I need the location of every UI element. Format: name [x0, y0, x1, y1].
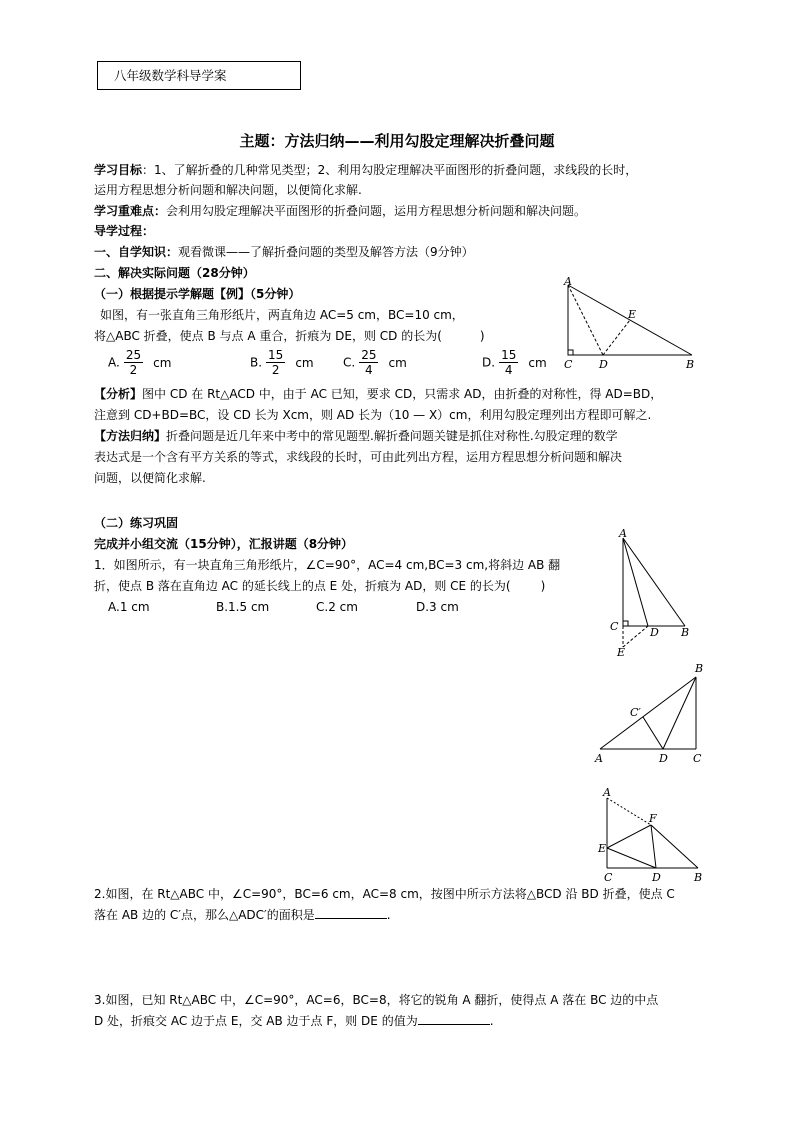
fig2-label-a: A: [619, 527, 627, 540]
fig4-label-c: C: [604, 871, 613, 884]
option-unit: cm: [528, 355, 547, 370]
fig1-label-b: B: [686, 358, 695, 371]
option-unit: cm: [388, 355, 407, 370]
fig4-label-d: D: [652, 871, 661, 884]
fig3-label-c1: C′: [630, 706, 641, 719]
fig4-label-b: B: [694, 871, 703, 884]
fig1-label-d: D: [599, 358, 608, 371]
fraction-denominator: 2: [129, 363, 138, 377]
fraction-numerator: 15: [268, 348, 284, 362]
goals-line2: 运用方程思想分析问题和解决问题，以便简化求解.: [94, 183, 362, 197]
q1-line1: 1．如图所示，有一块直角三角形纸片，∠C=90°，AC=4 cm,BC=3 cm,将斜边 AB 翻: [94, 558, 561, 572]
q3-line1: 3.如图，已知 Rt△ABC 中，∠C=90°，AC=6，BC=8，将它的锐角 A 翻折，使得点 A 落在 BC 边的中点: [94, 993, 659, 1007]
q1-line2-text: 折，使点 B 落在直角边 AC 的延长线上的点 E 处，折痕为 AD，则 CE 的长为(: [94, 579, 511, 593]
option-unit: cm: [153, 355, 172, 370]
option-unit: cm: [295, 355, 314, 370]
key-points-text: 会利用勾股定理解决平面图形的折叠问题，运用方程思想分析问题和解决问题。: [166, 204, 587, 218]
q1-line2-end: ): [540, 579, 546, 593]
fig4-label-f: F: [649, 812, 657, 825]
group-label: 完成并小组交流（15分钟），汇报讲题（8分钟）: [94, 537, 354, 551]
fraction-denominator: 2: [271, 363, 280, 377]
example-line1: 如图，有一张直角三角形纸片，两直角边 AC=5 cm，BC=10 cm，: [100, 308, 464, 322]
goals-text1: ：1、了解折叠的几种常见类型；2、利用勾股定理解决平面图形的折叠问题，求线段的长时，: [142, 163, 638, 177]
fig3-label-a: A: [595, 752, 603, 765]
method-line3: 问题，以便简化求解.: [94, 471, 206, 485]
sub2-label: （二）练习巩固: [94, 516, 179, 530]
process-label: 导学过程：: [94, 224, 155, 238]
q2-line2-end: .: [386, 908, 391, 922]
fig2-label-d: D: [650, 626, 659, 639]
fig3-label-b: B: [695, 662, 704, 675]
fig2-label-b: B: [681, 626, 690, 639]
example-line2-end: ): [479, 329, 485, 343]
q2-line2-text: 落在 AB 边的 C′点，那么△ADC′的面积是: [94, 908, 315, 922]
fraction-numerator: 25: [125, 348, 142, 362]
q3-line2-end: .: [489, 1014, 494, 1028]
fig1-label-a: A: [564, 275, 572, 288]
method-line2: 表达式是一个含有平方关系的等式，求线段的长时，可由此列出方程，运用方程思想分析问题和解决: [94, 450, 623, 464]
option-label: D.: [482, 355, 496, 370]
fig4-label-e: E: [598, 842, 607, 855]
method-label: 【方法归纳】: [94, 429, 167, 443]
q1-option-a: A.1 cm: [108, 600, 150, 614]
fraction-denominator: 4: [504, 363, 513, 377]
page-title: 主题：方法归纳——利用勾股定理解决折叠问题: [239, 132, 555, 150]
goals-label: 学习目标: [94, 163, 143, 177]
fig2-label-c: C: [610, 620, 619, 633]
analysis-text1: 图中 CD 在 Rt△ACD 中，由于 AC 已知，要求 CD，只需求 AD，由折叠的对称性，得 AD=BD，: [142, 387, 663, 401]
option-label: C.: [343, 355, 356, 370]
key-points-label: 学习重难点：: [94, 204, 167, 218]
q1-option-b: B.1.5 cm: [216, 600, 270, 614]
fig2-label-e: E: [617, 646, 626, 659]
fig4-label-a: A: [603, 786, 611, 799]
q1-option-d: D.3 cm: [416, 600, 459, 614]
analysis-line2: 注意到 CD+BD=BC，设 CD 长为 Xcm，则 AD 长为（10 — X）cm，利用勾股定理列出方程即可解之.: [94, 408, 652, 422]
example-line2-text: 将△ABC 折叠，使点 B 与点 A 重合，折痕为 DE，则 CD 的长为(: [94, 329, 442, 343]
section2-label: 二、解决实际问题（28分钟）: [94, 266, 255, 280]
analysis-label: 【分析】: [94, 387, 143, 401]
option-label: B.: [250, 355, 263, 370]
section1-label: 一、自学知识：: [94, 245, 179, 259]
fig1-label-e: E: [628, 308, 637, 321]
fraction-numerator: 25: [361, 348, 377, 362]
sub1-label: （一）根据提示学解题【例】（5分钟）: [94, 287, 301, 301]
fig3-label-c: C: [693, 752, 702, 765]
method-text1: 折叠问题是近几年来中考中的常见题型.解折叠问题关键是抓住对称性.勾股定理的数学: [166, 429, 618, 443]
fig1-label-c: C: [564, 358, 573, 371]
fraction-denominator: 4: [365, 363, 373, 377]
q2-line1: 2.如图，在 Rt△ABC 中，∠C=90°，BC=6 cm，AC=8 cm，按图中所示方法将△BCD 沿 BD 折叠，使点 C: [94, 887, 675, 901]
fraction-numerator: 15: [501, 348, 517, 362]
q3-line2-text: D 处，折痕交 AC 边于点 E，交 AB 边于点 F，则 DE 的值为: [94, 1014, 418, 1028]
fig3-label-d: D: [659, 752, 668, 765]
section1-text: 观看微课——了解折叠问题的类型及解答方法（9分钟）: [178, 245, 474, 259]
option-label: A.: [108, 355, 120, 370]
header-label: 八年级数学科导学案: [114, 68, 227, 83]
q1-option-c: C.2 cm: [316, 600, 358, 614]
